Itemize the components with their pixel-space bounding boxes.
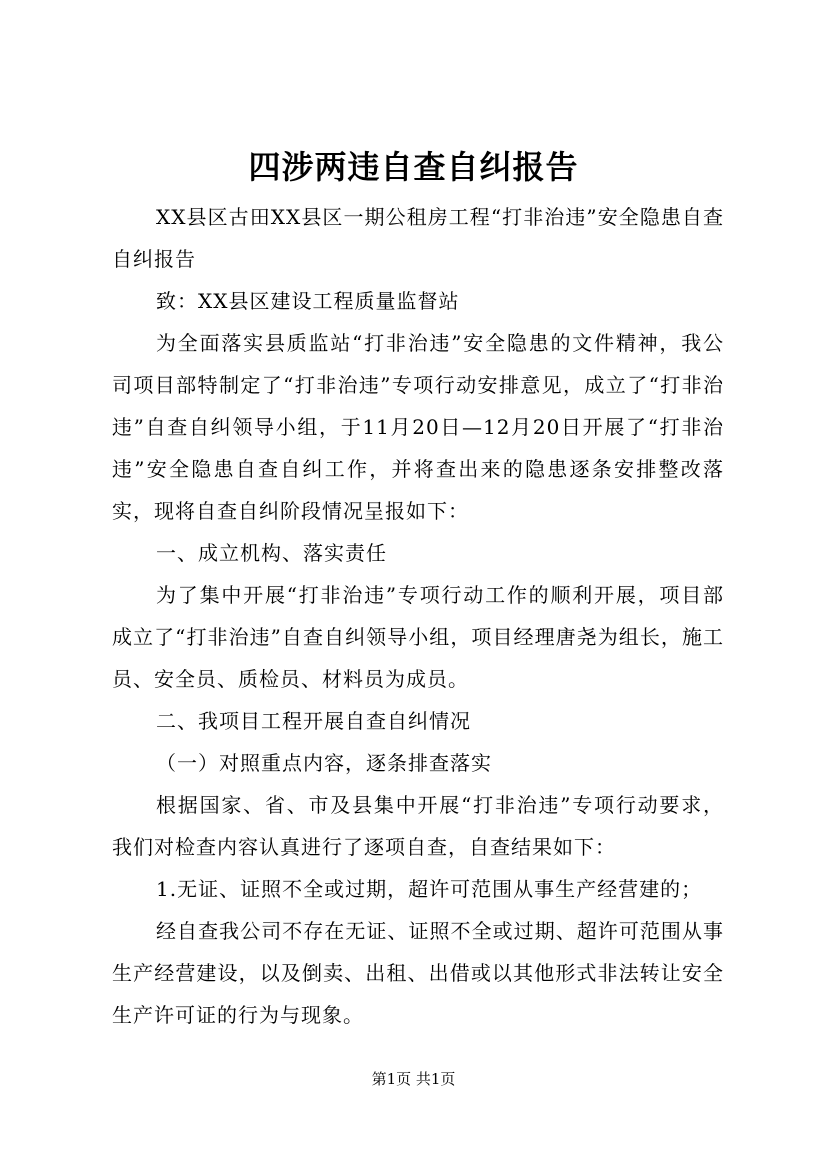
paragraph-report-subject: XX县区古田XX县区一期公租房工程“打非治违”安全隐患自查自纠报告 [112, 205, 724, 271]
document-title: 四涉两违自查自纠报告 [248, 148, 579, 186]
paragraph-list-item-1-result: 经自查我公司不存在无证、证照不全或过期、超许可范围从事生产经营建设，以及倒卖、出租、出借或以其他形式非法转让安全生产许可证的行为与现象。 [112, 919, 724, 1027]
paragraph-addressee: 致：XX县区建设工程质量监督站 [156, 289, 460, 313]
document-body [112, 196, 724, 1036]
subsection-heading-1: （一）对照重点内容，逐条排查落实 [156, 751, 492, 775]
section-heading-2: 二、我项目工程开展自查自纠情况 [156, 709, 471, 733]
paragraph-section-1: 为了集中开展“打非治违”专项行动工作的顺利开展，项目部成立了“打非治违”自查自纠领导小组，项目经理唐尧为组长，施工员、安全员、质检员、材料员为成员。 [112, 583, 724, 691]
page-footer: 第1页 共1页 [371, 1070, 456, 1088]
paragraph-subsection-1: 根据国家、省、市及县集中开展“打非治违”专项行动要求，我们对检查内容认真进行了逐项自查，自查结果如下： [112, 793, 724, 859]
paragraph-introduction: 为全面落实县质监站“打非治违”安全隐患的文件精神，我公司项目部特制定了“打非治违”专项行动安排意见，成立了“打非治违”自查自纠领导小组，于11月20日—12月20日开展了“打非治违”安全隐患自查自纠工作，并将查出来的隐患逐条安排整改落实，现将自查自纠阶段情况呈报如下： [112, 331, 724, 523]
section-heading-1: 一、成立机构、落实责任 [156, 541, 387, 565]
list-item-1: 1.无证、证照不全或过期，超许可范围从事生产经营建的； [156, 877, 703, 901]
